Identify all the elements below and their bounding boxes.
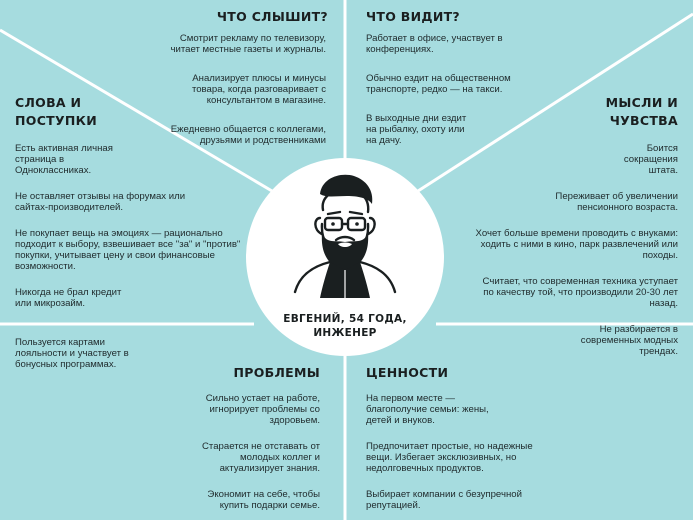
values-item: Предпочитает простые, но надежные вещи. Избегает эксклюзивных, но недолговечных продуктов. bbox=[366, 441, 533, 474]
sees-item: В выходные дни ездит на рыбалку, охоту или на дачу. bbox=[366, 113, 467, 146]
values-item: Выбирает компании с безупречной репутацией. bbox=[366, 489, 522, 511]
thinks-item: Боится сокращения штата. bbox=[623, 143, 678, 176]
thinks-heading-line: ЧУВСТВА bbox=[609, 113, 678, 128]
thinks-item: Переживает об увеличении пенсионного возраста. bbox=[555, 191, 678, 213]
says-item: Не оставляет отзывы на форумах или сайтах-производителей. bbox=[15, 191, 186, 213]
hears-list bbox=[166, 33, 326, 161]
bearded-man-glasses-icon bbox=[292, 170, 398, 300]
thinks-heading-line: МЫСЛИ И bbox=[605, 95, 678, 110]
says-list bbox=[15, 143, 243, 385]
says-item: Есть активная личная страница в Одноклассниках. bbox=[15, 143, 113, 176]
sees-item: Работает в офисе, участвует в конференциях. bbox=[366, 33, 503, 55]
thinks-item: Не разбирается в современных модных трендах. bbox=[580, 324, 678, 357]
hears-item: Анализирует плюсы и минусы товара, когда разговаривает с консультантом в магазине. bbox=[191, 73, 326, 106]
thinks-heading bbox=[540, 94, 678, 130]
sees-heading: ЧТО ВИДИТ? bbox=[366, 9, 460, 24]
problems-item: Сильно устает на работе, игнорирует проблемы со здоровьем. bbox=[205, 393, 320, 426]
values-heading: ЦЕННОСТИ bbox=[366, 365, 449, 380]
values-item: На первом месте — благополучие семьи: жены, детей и внуков. bbox=[366, 393, 489, 426]
sees-item: Обычно ездит на общественном транспорте, редко — на такси. bbox=[366, 73, 511, 95]
problems-heading: ПРОБЛЕМЫ bbox=[233, 365, 320, 380]
thinks-item: Хочет больше времени проводить с внуками: ходить с ними в кино, парк развлечений или походы. bbox=[475, 228, 678, 261]
values-list bbox=[366, 393, 536, 520]
hears-item: Ежедневно общается с коллегами, друзьями и родственниками bbox=[170, 124, 326, 146]
problems-list bbox=[188, 393, 320, 520]
problems-item: Старается не отставать от молодых коллег и актуализирует знания. bbox=[201, 441, 320, 474]
says-item: Не покупает вещь на эмоциях — рационально подходит к выбору, взвешивает все "за" и "против" покупки, учитывает цену и свои финансовые возможности. bbox=[15, 228, 241, 272]
says-heading-line: СЛОВА И bbox=[15, 95, 82, 110]
says-heading-line: ПОСТУПКИ bbox=[15, 113, 97, 128]
says-item: Никогда не брал кредит или микрозайм. bbox=[15, 287, 122, 309]
persona-name-line: ЕВГЕНИЙ, 54 ГОДА, bbox=[283, 313, 407, 325]
hears-item: Смотрит рекламу по телевизору, читает местные газеты и журналы. bbox=[170, 33, 326, 55]
thinks-list bbox=[462, 143, 678, 372]
thinks-item: Считает, что современная техника уступает по качеству той, что производили 20-30 лет назад. bbox=[482, 276, 678, 309]
hears-heading: ЧТО СЛЫШИТ? bbox=[216, 9, 328, 24]
problems-item: Экономит на себе, чтобы купить подарки семье. bbox=[207, 489, 320, 511]
says-item: Пользуется картами лояльности и участвует в бонусных программах. bbox=[15, 337, 129, 370]
persona-name bbox=[270, 312, 420, 340]
says-heading bbox=[15, 94, 155, 130]
persona-role: ИНЖЕНЕР bbox=[313, 327, 377, 339]
sees-list bbox=[366, 33, 524, 161]
